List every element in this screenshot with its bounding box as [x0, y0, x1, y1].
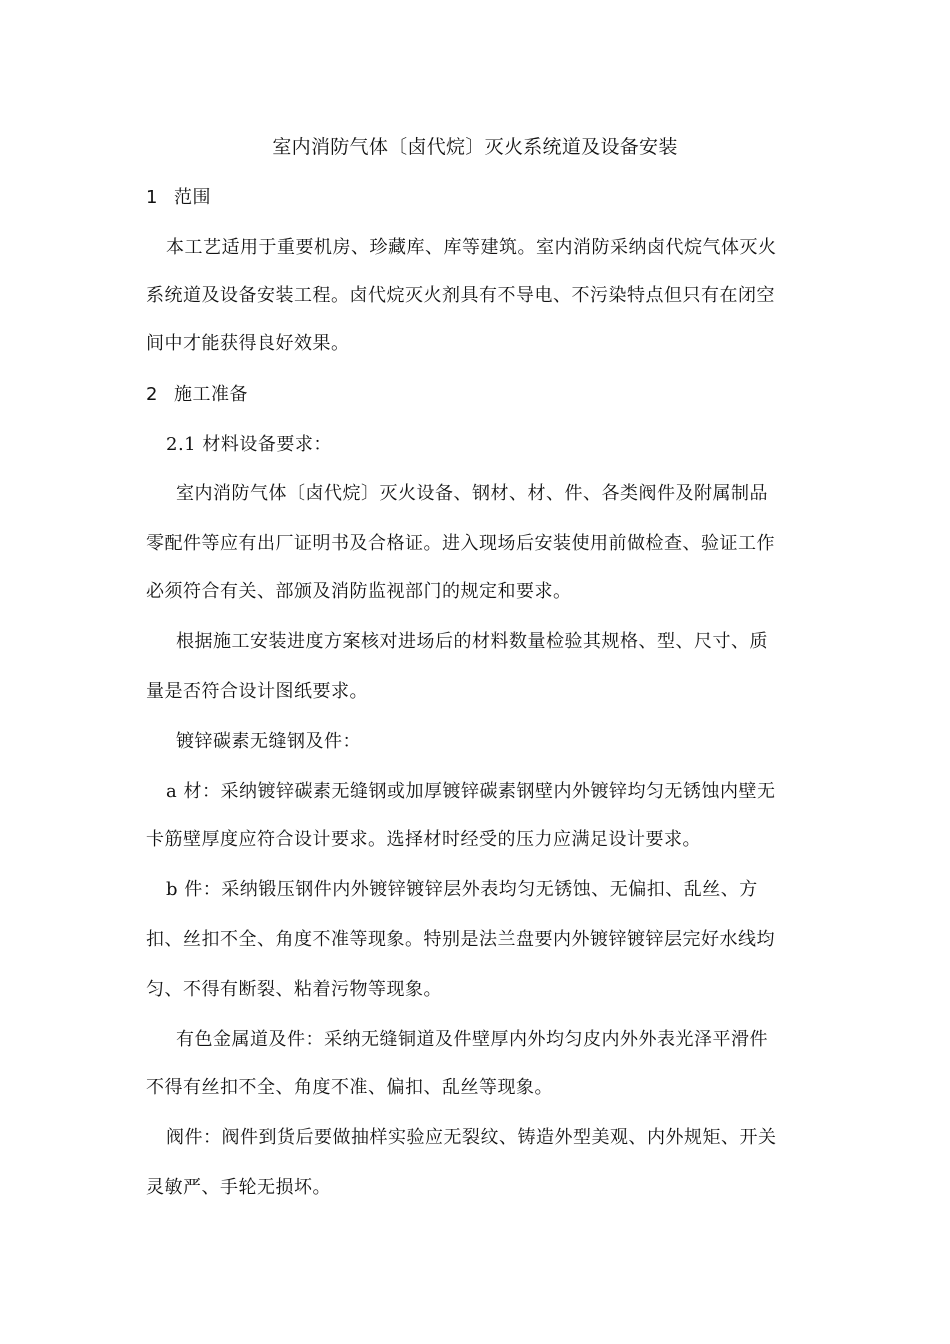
subsection-heading: 2.1 材料设备要求：: [166, 434, 332, 455]
paragraph-line: 室内消防气体〔卤代烷〕灭火设备、钢材、材、件、各类阀件及附属制品: [176, 483, 768, 504]
document-title: 室内消防气体〔卤代烷〕灭火系统道及设备安装: [272, 136, 678, 158]
paragraph-line: 根据施工安装进度方案核对进场后的材料数量检验其规格、型、尺寸、质: [176, 631, 768, 652]
paragraph-line: 阀件：阀件到货后要做抽样实验应无裂纹、铸造外型美观、内外规矩、开关: [166, 1127, 777, 1148]
section-heading-2: [146, 383, 248, 407]
paragraph-line: 量是否符合设计图纸要求。: [146, 681, 368, 702]
section-title: 范围: [174, 187, 211, 208]
section-heading-1: [146, 186, 211, 210]
paragraph-line: 零配件等应有出厂证明书及合格证。进入现场后安装使用前做检查、验证工作: [146, 533, 775, 554]
paragraph-line: 镀锌碳素无缝钢及件：: [176, 731, 361, 752]
paragraph-line: 必须符合有关、部颁及消防监视部门的规定和要求。: [146, 581, 572, 602]
paragraph-line: 系统道及设备安装工程。卤代烷灭火剂具有不导电、不污染特点但只有在闭空: [146, 285, 775, 306]
paragraph-line: b 件：采纳锻压钢件内外镀锌镀锌层外表均匀无锈蚀、无偏扣、乱丝、方: [166, 879, 758, 900]
paragraph-line: 灵敏严、手轮无损坏。: [146, 1177, 331, 1198]
paragraph-line: 卡筋壁厚度应符合设计要求。选择材时经受的压力应满足设计要求。: [146, 829, 701, 850]
paragraph-line: 不得有丝扣不全、角度不准、偏扣、乱丝等现象。: [146, 1077, 553, 1098]
paragraph-line: 扣、丝扣不全、角度不准等现象。特别是法兰盘要内外镀锌镀锌层完好水线均: [146, 929, 775, 950]
section-title: 施工准备: [174, 384, 248, 405]
paragraph-line: a 材：采纳镀锌碳素无缝钢或加厚镀锌碳素钢壁内外镀锌均匀无锈蚀内壁无: [166, 781, 776, 802]
section-number: 1: [146, 187, 158, 208]
paragraph-line: 本工艺适用于重要机房、珍藏库、库等建筑。室内消防采纳卤代烷气体灭火: [166, 237, 777, 258]
paragraph-line: 有色金属道及件：采纳无缝铜道及件壁厚内外均匀皮内外外表光泽平滑件: [176, 1029, 768, 1050]
paragraph-line: 间中才能获得良好效果。: [146, 333, 350, 354]
section-number: 2: [146, 384, 158, 405]
paragraph-line: 匀、不得有断裂、粘着污物等现象。: [146, 979, 442, 1000]
